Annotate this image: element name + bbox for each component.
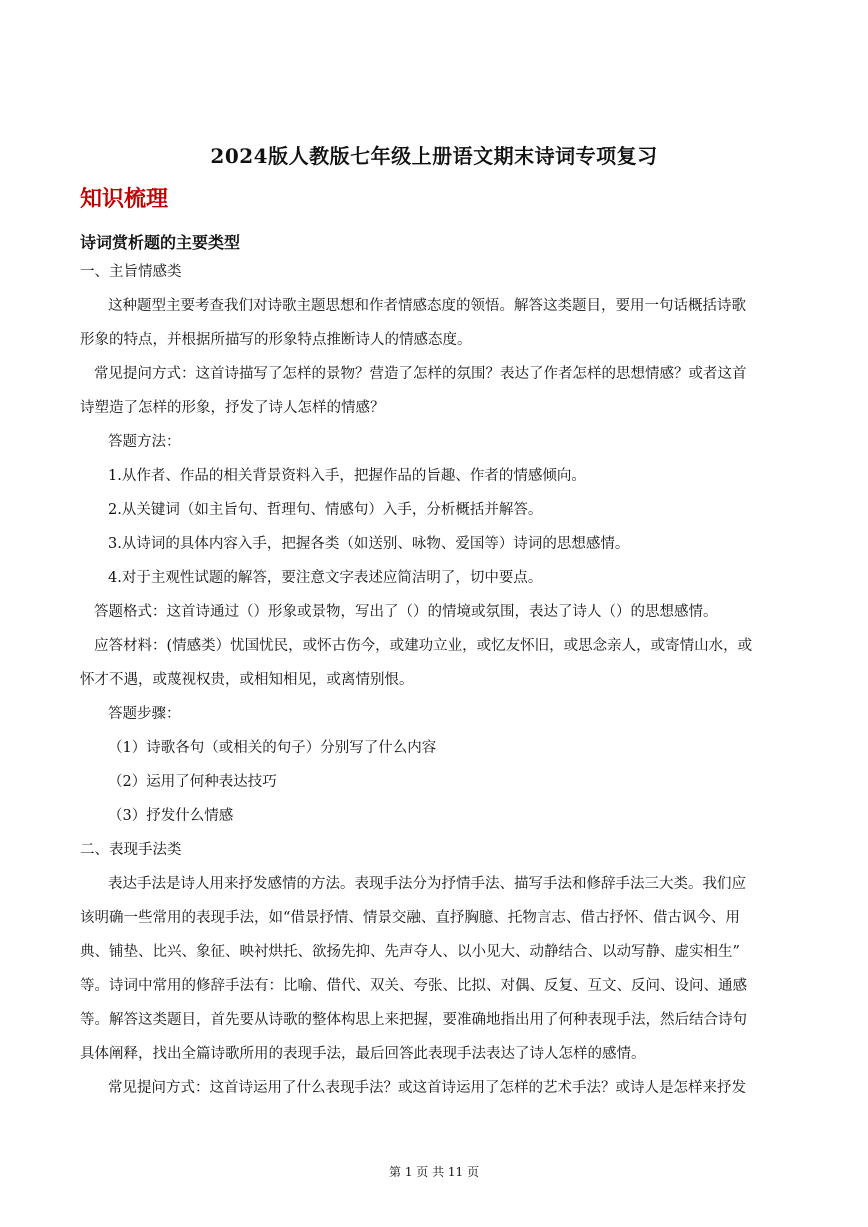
page-footer: 第 1 页 共 11 页 (389, 1165, 479, 1179)
list-item: 4.对于主观性试题的解答，要注意文字表述应简洁明了，切中要点。 (108, 570, 543, 586)
category-heading-2: 二、表现手法类 (80, 842, 182, 858)
list-item: 1.从作者、作品的相关背景资料入手，把握作品的旨趣、作者的情感倾向。 (108, 468, 586, 484)
paragraph-line: 等。诗词中常用的修辞手法有：比喻、借代、双关、夸张、比拟、对偶、反复、互文、反问、设问、通感 (80, 978, 747, 994)
paragraph-line: 等。解答这类题目，首先要从诗歌的整体构思上来把握，要准确地指出用了何种表现手法，然后结合诗句 (80, 1012, 747, 1028)
list-item: （2）运用了何种表达技巧 (108, 774, 277, 790)
paragraph-line: 怀才不遇，或蔑视权贵，或相知相见，或离情别恨。 (80, 672, 414, 688)
category-heading-1: 一、主旨情感类 (80, 264, 182, 280)
paragraph-line: 表达手法是诗人用来抒发感情的方法。表现手法分为抒情手法、描写手法和修辞手法三大类。我们应 (108, 876, 746, 892)
list-item: （1）诗歌各句（或相关的句子）分别写了什么内容 (108, 740, 437, 756)
paragraph-line: 形象的特点，并根据所描写的形象特点推断诗人的情感态度。 (80, 332, 472, 348)
paragraph-line: 答题格式：这首诗通过（）形象或景物，写出了（）的情境或氛围，表达了诗人（）的思想感情。 (94, 604, 718, 620)
list-item: 2.从关键词（如主旨句、哲理句、情感句）入手，分析概括并解答。 (108, 502, 543, 518)
document-title: 2024版人教版七年级上册语文期末诗词专项复习 (210, 144, 658, 168)
paragraph-line: 常见提问方式：这首诗运用了什么表现手法？或这首诗运用了怎样的艺术手法？或诗人是怎样来抒发 (108, 1080, 746, 1096)
paragraph-line: 应答材料：(情感类）忧国忧民，或怀古伤今，或建功立业，或忆友怀旧，或思念亲人，或寄情山水，或 (94, 638, 753, 654)
paragraph-line: 常见提问方式：这首诗描写了怎样的景物？营造了怎样的氛围？表达了作者怎样的思想情感？或者这首 (94, 366, 747, 382)
paragraph-line: 诗塑造了怎样的形象，抒发了诗人怎样的情感？ (80, 400, 385, 416)
paragraph-line: 答题步骤： (108, 706, 181, 722)
list-item: （3）抒发什么情感 (108, 808, 234, 824)
paragraph-line: 该明确一些常用的表现手法，如“借景抒情、情景交融、直抒胸臆、托物言志、借古抒怀、借古讽今、用 (80, 910, 740, 926)
paragraph-line: 典、铺垫、比兴、象征、映衬烘托、欲扬先抑、先声夺人、以小见大、动静结合、以动写静、虚实相生” (80, 944, 740, 960)
paragraph-line: 答题方法： (108, 434, 181, 450)
list-item: 3.从诗词的具体内容入手，把握各类（如送别、咏物、爱国等）诗词的思想感情。 (108, 536, 630, 552)
paragraph-line: 这种题型主要考查我们对诗歌主题思想和作者情感态度的领悟。解答这类题目，要用一句话概括诗歌 (108, 298, 746, 314)
section-heading: 知识梳理 (80, 186, 169, 212)
paragraph-line: 具体阐释，找出全篇诗歌所用的表现手法，最后回答此表现手法表达了诗人怎样的感情。 (80, 1046, 646, 1062)
sub-heading: 诗词赏析题的主要类型 (80, 233, 241, 252)
